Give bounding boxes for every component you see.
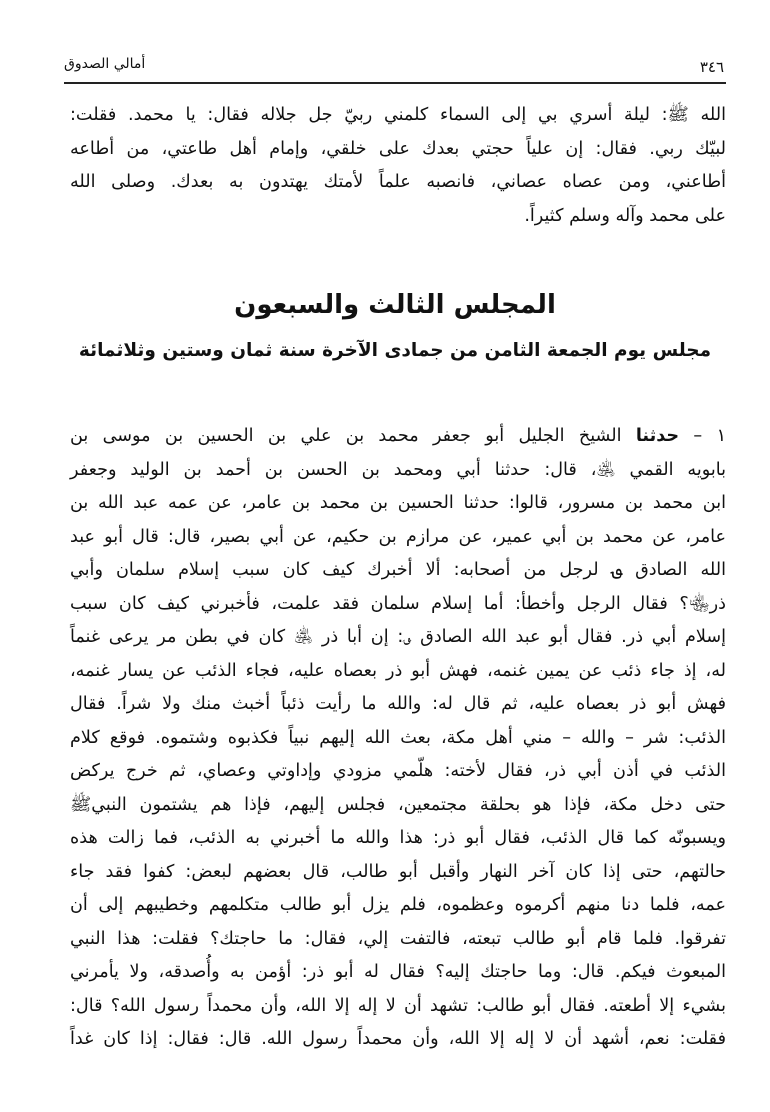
text-line: الذئب: شر – والله – مني أهل مكة، بعث الله إليهم نبياً فكذبوه وشتموه. فوقع كلام — [70, 727, 726, 748]
text-line: حتى دخل مكة، فإذا هو بحلقة مجتمعين، فجلس إليهم، فإذا هم يشتمون النبيﷺ — [70, 794, 726, 815]
hadith-first-line — [70, 420, 726, 454]
text-line: إسلام أبي ذر. فقال أبو عبد الله الصادق ؈: إن أبا ذر ﵁ كان في بطن مر يرعى غنماً — [70, 627, 726, 647]
book-title: أمالي الصدوق — [64, 56, 146, 72]
text-line: أطاعني، ومن عصاه عصاني، فانصبه علماً لأمتك يهتدون به بعدك. وصلى الله — [70, 172, 726, 192]
text-line: بشيء إلا أطعته. فقال أبو طالب: تشهد أن لا إله إلا الله، وأن محمداً رسول الله؟ قال: — [70, 995, 726, 1016]
text-line: حالتهم، حتى إذا كان آخر النهار وأقبل أبو طالب، قال بعضهم لبعض: كفوا فقد جاء — [70, 861, 726, 882]
text-line: الذئب في أذن أبي ذر، فقال لأخته: هلّمي مزودي وإداوتي وعصاي، ثم خرج يركض — [70, 761, 726, 781]
text-line: ابن محمد بن مسرور، قالوا: حدثنا الحسين بن محمد بن عامر، عن عمه عبد الله بن — [70, 493, 726, 513]
hadith-number: ١ – — [693, 426, 727, 446]
text-line: تفرقوا. فلما قام أبو طالب تبعته، فالتفت إلي، فقال: ما حاجتك؟ فقلت: هذا النبي — [70, 928, 726, 949]
text-line: فهش أبو ذر بعصاه عليه، ثم قال له: والله ما رأيت ذئباً أخبث منك ولا شراً. فقال — [70, 694, 726, 714]
text-line: بابويه القمي ﵁، قال: حدثنا أبي ومحمد بن الحسن بن أحمد بن الوليد وجعفر — [70, 459, 726, 480]
header-divider — [64, 82, 726, 84]
text-line: على محمد وآله وسلم كثيراً. — [524, 205, 726, 226]
document-page — [64, 0, 726, 1112]
text-line: عامر، عن محمد بن أبي عمير، عن مرازم بن حكيم، عن أبي بصير، قال: قال أبو عبد — [70, 526, 726, 547]
running-header — [64, 56, 726, 80]
text-line: الله الصادق ؈ لرجل من أصحابه: ألا أخبرك كيف كان سبب إسلام سلمان وأبي — [70, 560, 726, 580]
text-line: المبعوث فيكم. قال: وما حاجتك إليه؟ فقال له أبو ذر: أؤمن به وأُصدقه، ولا يأمرني — [70, 962, 726, 982]
page-number: ٣٤٦ — [699, 58, 724, 76]
text-line: عمه، فلما دنا منهم أكرموه وعظموه، فلم يزل أبو طالب متكلمهم وخطيبهم إلى أن — [70, 895, 726, 915]
hadith-paragraph — [70, 420, 726, 1057]
text-line: فقلت: نعم، أشهد أن لا إله إلا الله، وأن محمداً رسول الله. قال: فقال: إذا كان غداً — [70, 1029, 726, 1049]
text-line: ويسبونّه كما قال الذئب، فقال أبو ذر: هذا والله ما أخبرني به الذئب، فما زالت هذه — [70, 828, 726, 848]
hadith-lead-word: حدثنا — [635, 426, 680, 446]
text-line: لبيّك ربي. فقال: إن علياً حجتي بعدك على خلقي، وإمام أهل طاعتي، من أطاعه — [70, 138, 726, 159]
chapter-subtitle: مجلس يوم الجمعة الثامن من جمادى الآخرة سنة ثمان وستين وثلاثمائة — [78, 340, 712, 361]
text-line: الله ﷺ: ليلة أسري بي إلى السماء كلمني ربيّ جل جلاله فقال: يا محمد. فقلت: — [70, 105, 726, 125]
chapter-title: المجلس الثالث والسبعون — [234, 290, 556, 320]
text-segment: الشيخ الجليل أبو جعفر محمد بن علي بن الحسين بن موسى بن — [70, 426, 622, 446]
continued-paragraph — [70, 99, 726, 233]
text-line: ذر﵄؟ فقال الرجل وأخطأ: أما إسلام سلمان فقد علمت، فأخبرني كيف كان سبب — [70, 593, 726, 614]
text-line: له، إذ جاء ذئب عن يمين غنمه، فهش أبو ذر بعصاه عليه، فجاء الذئب عن يسار غنمه، — [70, 660, 726, 681]
